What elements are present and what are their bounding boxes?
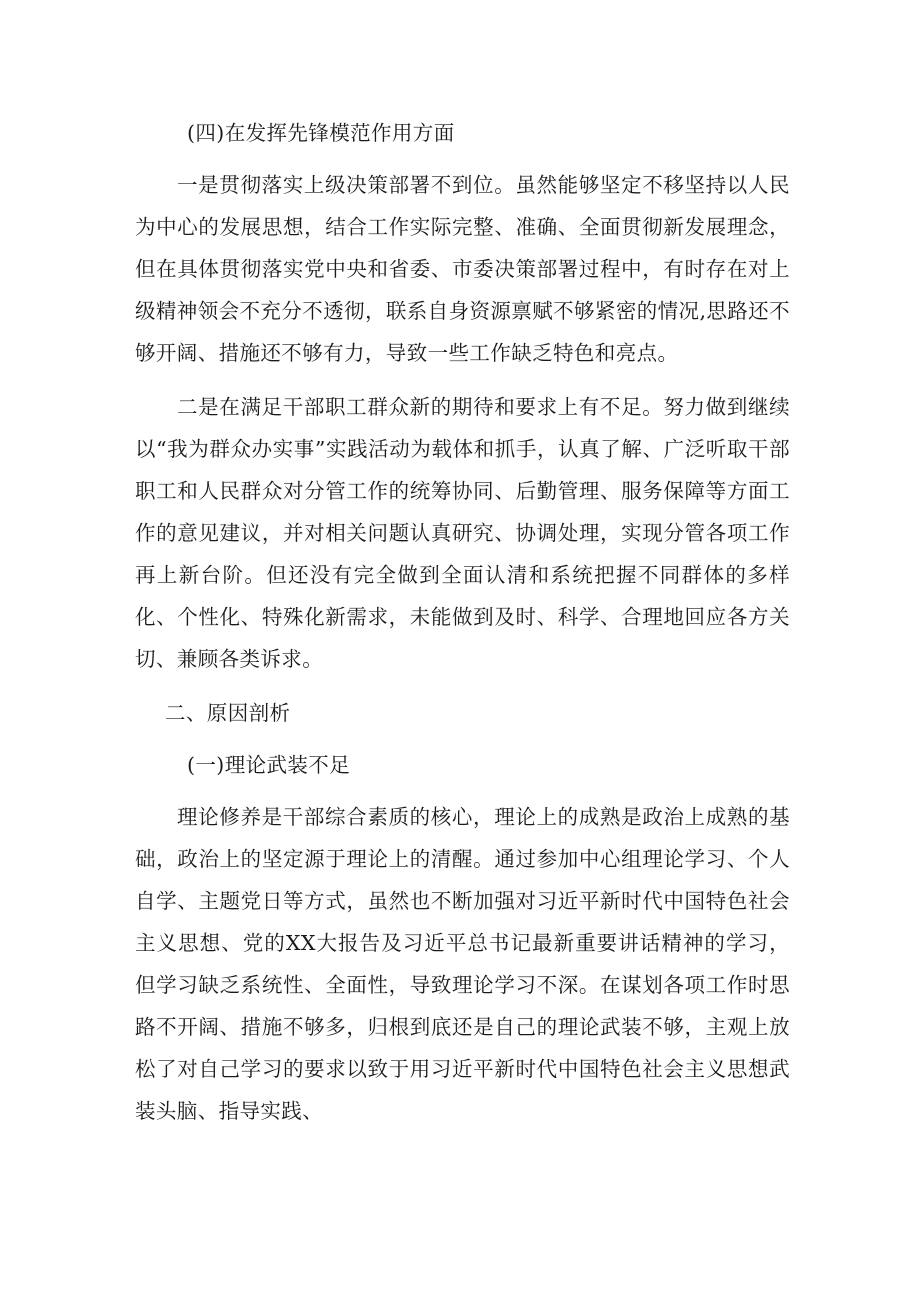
paragraph-three: 理论修养是干部综合素质的核心，理论上的成熟是政治上成熟的基础，政治上的坚定源于理论上的清醒。通过参加中心组理论学习、个人自学、主题党日等方式，虽然也不断加强对习近平新时代中国特色社会主义思想、党的XX大报告及习近平总书记最新重要讲话精神的学习，但学习缺乏系统性、全面性，导致理论学习不深。在谋划各项工作时思路不开阔、措施不够多，归根到底还是自己的理论武装不够，主观上放松了对自己学习的要求以致于用习近平新时代中国特色社会主义思想武装头脑、指导实践、 [135,805,790,1123]
subheading-one: (一)理论武装不足 [187,753,351,777]
paragraph-one: 一是贯彻落实上级决策部署不到位。虽然能够坚定不移坚持以人民为中心的发展思想，结合工作实际完整、准确、全面贯彻新发展理念，但在具体贯彻落实党中央和省委、市委决策部署过程中，有时存在对上级精神领会不充分不透彻，联系自身资源禀赋不够紧密的情况,思路还不够开阔、措施还不够有力，导致一些工作缺乏特色和亮点。 [135,173,790,365]
paragraph-two: 二是在满足干部职工群众新的期待和要求上有不足。努力做到继续以“我为群众办实事”实践活动为载体和抓手，认真了解、广泛听取干部职工和人民群众对分管工作的统筹协同、后勤管理、服务保障等方面工作的意见建议，并对相关问题认真研究、协调处理，实现分管各项工作再上新台阶。但还没有完全做到全面认清和系统把握不同群体的多样化、个性化、特殊化新需求，未能做到及时、科学、合理地回应各方关切、兼顾各类诉求。 [135,395,790,671]
subheading-four: (四)在发挥先锋模范作用方面 [187,121,455,145]
document-body [135,112,790,1132]
section-heading-cause-analysis: 二、原因剖析 [165,701,291,725]
